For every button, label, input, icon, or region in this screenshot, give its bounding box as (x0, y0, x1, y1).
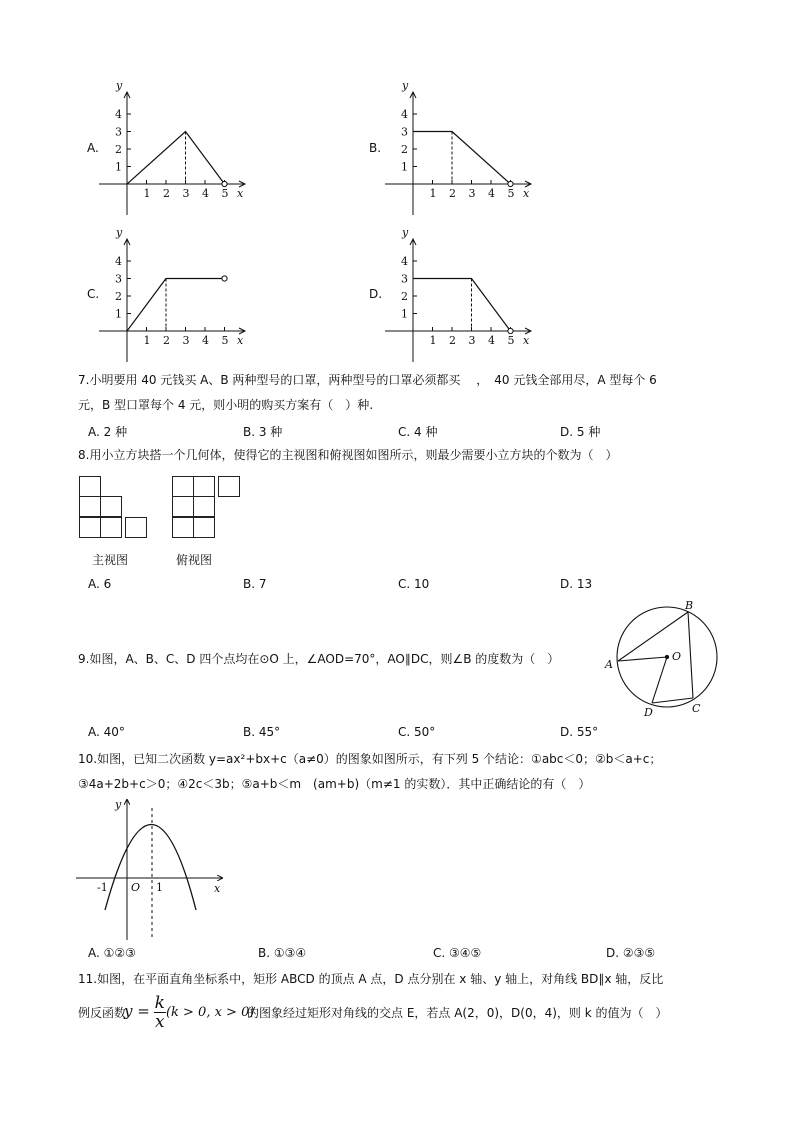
y-tick-label: 4 (401, 255, 408, 268)
x-tick-label: 4 (202, 334, 209, 347)
q11-prefix: 例反函数 (78, 1006, 127, 1020)
y-axis-label: y (402, 226, 409, 239)
y-axis-label: y (402, 79, 409, 92)
x-tick-label: 1 (429, 187, 437, 200)
q10-stem-line1: 10.如图，已知二次函数 y=ax²+bx+c（a≠0）的图象如图所示，有下列 5 个结论：①abc＜0；②b＜a+c； (78, 752, 662, 766)
x-tick-label: 2 (163, 334, 170, 347)
y-tick-label: 3 (401, 272, 408, 286)
q11-formula (124, 994, 254, 1034)
x-tick-label: 3 (468, 334, 476, 347)
x-tick-label: 5 (507, 334, 515, 347)
x-tick-label: 4 (202, 187, 209, 200)
q9-option-b[interactable]: B. 45° (243, 725, 281, 739)
formula-fraction (154, 994, 166, 1031)
y-tick-label: 3 (401, 125, 408, 139)
x-tick-label: 3 (182, 334, 190, 347)
point-b-label: B (685, 599, 694, 612)
q8-option-b[interactable]: B. 7 (243, 577, 267, 591)
y-tick-label: 2 (115, 290, 122, 303)
x-tick-label: 2 (163, 187, 170, 200)
parabola-x-label: x (214, 882, 221, 895)
q11-stem-line1: 11.如图，在平面直角坐标系中，矩形 ABCD 的顶点 A 点，D 点分别在 x 轴、y 轴上，对角线 BD∥x 轴，反比 (78, 972, 664, 986)
x-tick-label: 2 (449, 187, 456, 200)
x-axis-label: x (237, 334, 244, 347)
front-view-label: 主视图 (92, 553, 129, 567)
point-c-label: C (692, 702, 701, 715)
x-tick-label: 5 (221, 187, 229, 200)
y-axis-label: y (116, 226, 123, 239)
graph-a-letter: A. (87, 141, 99, 155)
y-tick-label: 1 (115, 160, 122, 174)
y-tick-label: 3 (115, 272, 122, 286)
q8-option-d[interactable]: D. 13 (560, 577, 593, 591)
q9-option-c[interactable]: C. 50° (398, 725, 436, 739)
q9-option-a[interactable]: A. 40° (88, 725, 125, 739)
formula-condition: (k > 0, x > 0) (165, 1005, 255, 1020)
y-tick-label: 2 (401, 290, 408, 303)
q9-stem: 9.如图，A、B、C、D 四个点均在⊙O 上，∠AOD=70°，AO∥DC，则∠B 的度数为（ ） (78, 652, 560, 666)
parabola-y-label: y (115, 798, 122, 811)
x-tick-label: 4 (488, 187, 495, 200)
parabola-neg-tick: -1 (97, 881, 108, 894)
q7-option-a[interactable]: A. 2 种 (88, 425, 128, 439)
q7-option-b[interactable]: B. 3 种 (243, 425, 283, 439)
y-tick-label: 1 (115, 307, 122, 321)
formula-lhs: y = (124, 1002, 150, 1020)
q7-stem-line2: 元，B 型口罩每个 4 元，则小明的购买方案有（ ）种. (78, 398, 374, 412)
q10-stem-line2: ③4a+2b+c＞0；④2c＜3b；⑤a+b＜m (am+b)（m≠1 的实数）．其中正确结论的有（ ） (78, 777, 591, 791)
parabola-origin-label: O (131, 881, 141, 894)
x-tick-label: 4 (488, 334, 495, 347)
y-tick-label: 1 (401, 160, 408, 174)
point-o-label: O (672, 650, 682, 663)
y-tick-label: 4 (115, 255, 122, 268)
q10-option-a[interactable]: A. ①②③ (88, 946, 136, 960)
point-d-label: D (644, 706, 653, 719)
y-tick-label: 4 (401, 108, 408, 121)
x-axis-label: x (237, 187, 244, 200)
y-axis-label: y (116, 79, 123, 92)
q7-stem-line1: 7.小明要用 40 元钱买 A、B 两种型号的口罩，两种型号的口罩必须都买 ， 40 元钱全部用尽，A 型每个 6 (78, 373, 657, 387)
x-tick-label: 5 (221, 334, 229, 347)
parabola-pos-tick: 1 (156, 881, 163, 894)
y-tick-label: 2 (115, 143, 122, 156)
q10-option-b[interactable]: B. ①③④ (258, 946, 307, 960)
graph-b-letter: B. (369, 141, 382, 155)
q7-option-c[interactable]: C. 4 种 (398, 425, 438, 439)
q10-option-c[interactable]: C. ③④⑤ (433, 946, 482, 960)
x-tick-label: 3 (468, 187, 476, 200)
x-axis-label: x (523, 187, 530, 200)
x-tick-label: 5 (507, 187, 515, 200)
x-tick-label: 1 (429, 334, 437, 347)
y-tick-label: 1 (401, 307, 408, 321)
x-tick-label: 3 (182, 187, 190, 200)
top-view-label: 俯视图 (176, 553, 213, 567)
y-tick-label: 4 (115, 108, 122, 121)
graph-d-letter: D. (369, 287, 383, 301)
q11-suffix: 的图象经过矩形对角线的交点 E，若点 A(2，0)，D(0，4)，则 k 的值为（ ） (247, 1006, 668, 1020)
x-tick-label: 1 (143, 334, 151, 347)
x-tick-label: 1 (143, 187, 151, 200)
point-a-label: A (605, 658, 613, 671)
q8-option-c[interactable]: C. 10 (398, 577, 430, 591)
q8-option-a[interactable]: A. 6 (88, 577, 112, 591)
q7-option-d[interactable]: D. 5 种 (560, 425, 601, 439)
formula-numerator: k (154, 993, 165, 1013)
y-tick-label: 3 (115, 125, 122, 139)
y-tick-label: 2 (401, 143, 408, 156)
graph-c-letter: C. (87, 287, 100, 301)
formula-denominator: x (155, 1012, 165, 1032)
q8-stem: 8.用小立方块搭一个几何体，使得它的主视图和俯视图如图所示，则最少需要小立方块的个数为（ ） (78, 448, 618, 462)
x-axis-label: x (523, 334, 530, 347)
x-tick-label: 2 (449, 334, 456, 347)
q9-option-d[interactable]: D. 55° (560, 725, 599, 739)
q10-option-d[interactable]: D. ②③⑤ (606, 946, 656, 960)
